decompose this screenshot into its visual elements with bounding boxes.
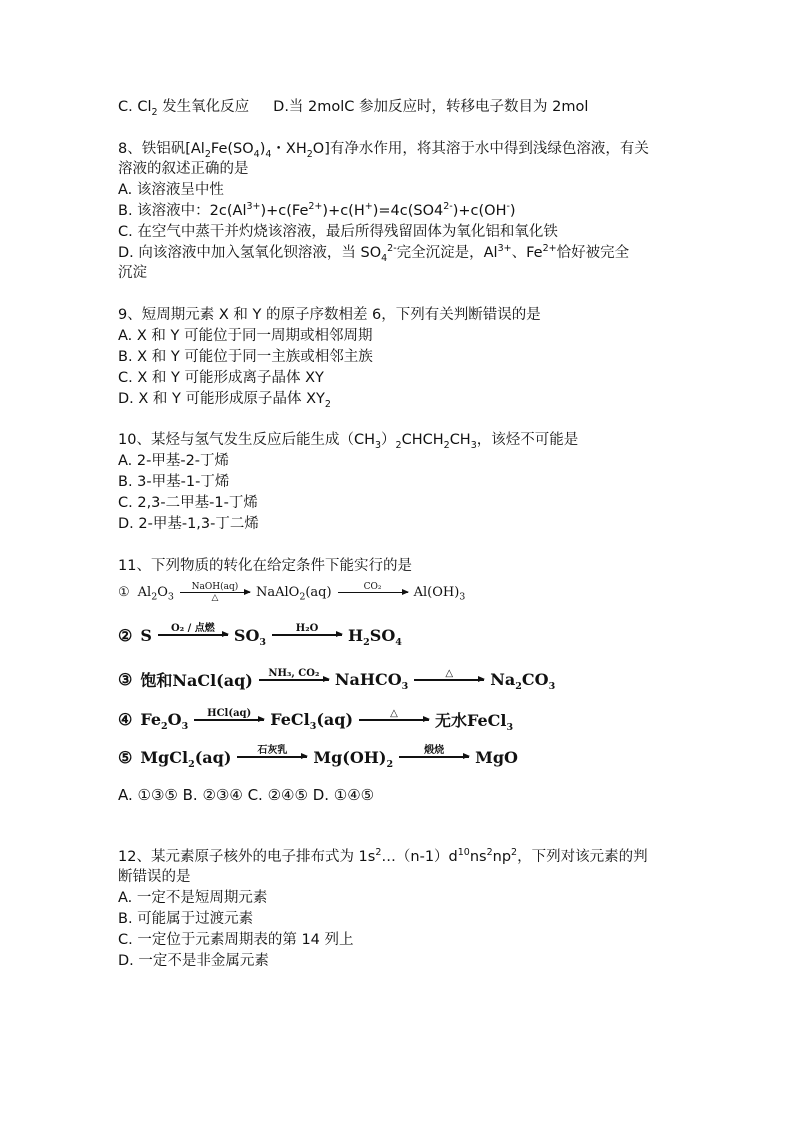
intermediate: $SO_3$ (233, 625, 267, 648)
q10-option-b: B. 3-甲基-1-丁烯 (118, 474, 230, 490)
reactant: $Fe_2O_3$ (140, 710, 189, 733)
q12-option-b: B. 可能属于过渡元素 (118, 911, 254, 927)
product: $H_2SO_4$ (348, 625, 402, 648)
reaction-number: ① (118, 585, 130, 600)
reactant: 饱和NaCl(aq) (140, 671, 253, 690)
q12-stem-cont: 断错误的是 (118, 869, 191, 885)
q8-option-d: D. 向该溶液中加入氢氧化钡溶液，当 $SO_4^{2-}$完全沉淀是，$Al^{3+}$、$Fe^{2+}$恰好被完全 (118, 243, 630, 264)
q8-stem: 8、铁铝矾[$Al_2Fe(SO_4)_4$・$XH_2O$]有净水作用，将其溶于水中得到浅绿色溶液，有关 (118, 141, 649, 160)
reaction-arrow: △ (414, 669, 484, 691)
q11-stem: 11、下列物质的转化在给定条件下能实行的是 (118, 558, 412, 574)
reaction-number: ④ (118, 710, 133, 729)
reaction-arrow: NaOH(aq) △ (180, 582, 250, 603)
intermediate: FeCl$_3$(aq) (270, 710, 354, 733)
q11-options: A. ①③⑤ B. ②③④ C. ②④⑤ D. ①④⑤ (118, 786, 375, 804)
reaction-arrow: CO₂ (338, 582, 408, 603)
q12-option-a: A. 一定不是短周期元素 (118, 890, 268, 906)
product: $Na_2CO_3$ (490, 670, 556, 693)
q11-reaction-3 (118, 668, 555, 691)
reactant: $Al_2O_3$ (137, 585, 174, 603)
reaction-arrow: NH₃, CO₂ (259, 669, 329, 691)
reaction-arrow: O₂ / 点燃 (158, 624, 228, 646)
q11-reaction-4 (118, 707, 514, 734)
q12-option-c: C. 一定位于元素周期表的第 14 列上 (118, 932, 354, 948)
q8-option-c: C. 在空气中蒸干并灼烧该溶液，最后所得残留固体为氧化铝和氧化铁 (118, 224, 558, 240)
q9-option-a: A. X 和 Y 可能位于同一周期或相邻周期 (118, 328, 373, 344)
q9-stem: 9、短周期元素 X 和 Y 的原子序数相差 6，下列有关判断错误的是 (118, 307, 541, 323)
reaction-number: ③ (118, 670, 133, 689)
intermediate: $Mg(OH)_2$ (313, 747, 394, 770)
q7-options-cd: C. $Cl_2$ 发生氧化反应 D.当 2molC 参加反应时，转移电子数目为 2mol (118, 99, 589, 118)
q12-option-d: D. 一定不是非金属元素 (118, 953, 269, 969)
intermediate: NaHCO$_3$ (334, 670, 409, 693)
q10-option-c: C. 2,3-二甲基-1-丁烯 (118, 495, 258, 511)
q9-option-c: C. X 和 Y 可能形成离子晶体 XY (118, 370, 324, 386)
q10-option-d: D. 2-甲基-1,3-丁二烯 (118, 516, 259, 532)
q11-reaction-2 (118, 624, 402, 646)
q8-stem-cont: 溶液的叙述正确的是 (118, 161, 249, 177)
q8-option-a: A. 该溶液呈中性 (118, 182, 224, 198)
q9-option-b: B. X 和 Y 可能位于同一主族或相邻主族 (118, 349, 373, 365)
q8-option-b: B. 该溶液中：$2c(Al^{3+})+c(Fe^{2+})+c(H^+)=4c(SO4^{2-})+c(OH^-)$ (118, 201, 516, 219)
q10-option-a: A. 2-甲基-2-丁烯 (118, 453, 230, 469)
reactant: MgCl$_2$(aq) (140, 747, 232, 770)
product: MgO (475, 747, 518, 767)
q8-option-d-cont: 沉淀 (118, 265, 147, 281)
reaction-arrow: 煅烧 (399, 746, 469, 768)
reaction-arrow: HCl(aq) (194, 709, 264, 731)
intermediate: NaAlO$_2$(aq) (255, 585, 332, 603)
reaction-arrow: H₂O (272, 624, 342, 646)
reaction-arrow: 石灰乳 (237, 746, 307, 768)
product: 无水FeCl$_3$ (435, 711, 514, 734)
reactant: S (140, 625, 152, 645)
q9-option-d: D. X 和 Y 可能形成原子晶体 $XY_2$ (118, 391, 331, 410)
q10-stem: 10、某烃与氢气发生反应后能生成$(CH_3)_2CHCH_2CH_3$，该烃不可能是 (118, 432, 579, 451)
q12-stem: 12、某元素原子核外的电子排布式为 $1s^2\dots(n-1)d^{10}ns^2np^2$，下列对该元素的判 (118, 847, 648, 865)
q11-reaction-1 (118, 582, 465, 603)
reaction-number: ② (118, 625, 133, 645)
q11-reaction-5 (118, 746, 518, 768)
reaction-arrow: △ (359, 709, 429, 731)
product: $Al(OH)_3$ (413, 585, 466, 603)
reaction-number: ⑤ (118, 747, 133, 767)
